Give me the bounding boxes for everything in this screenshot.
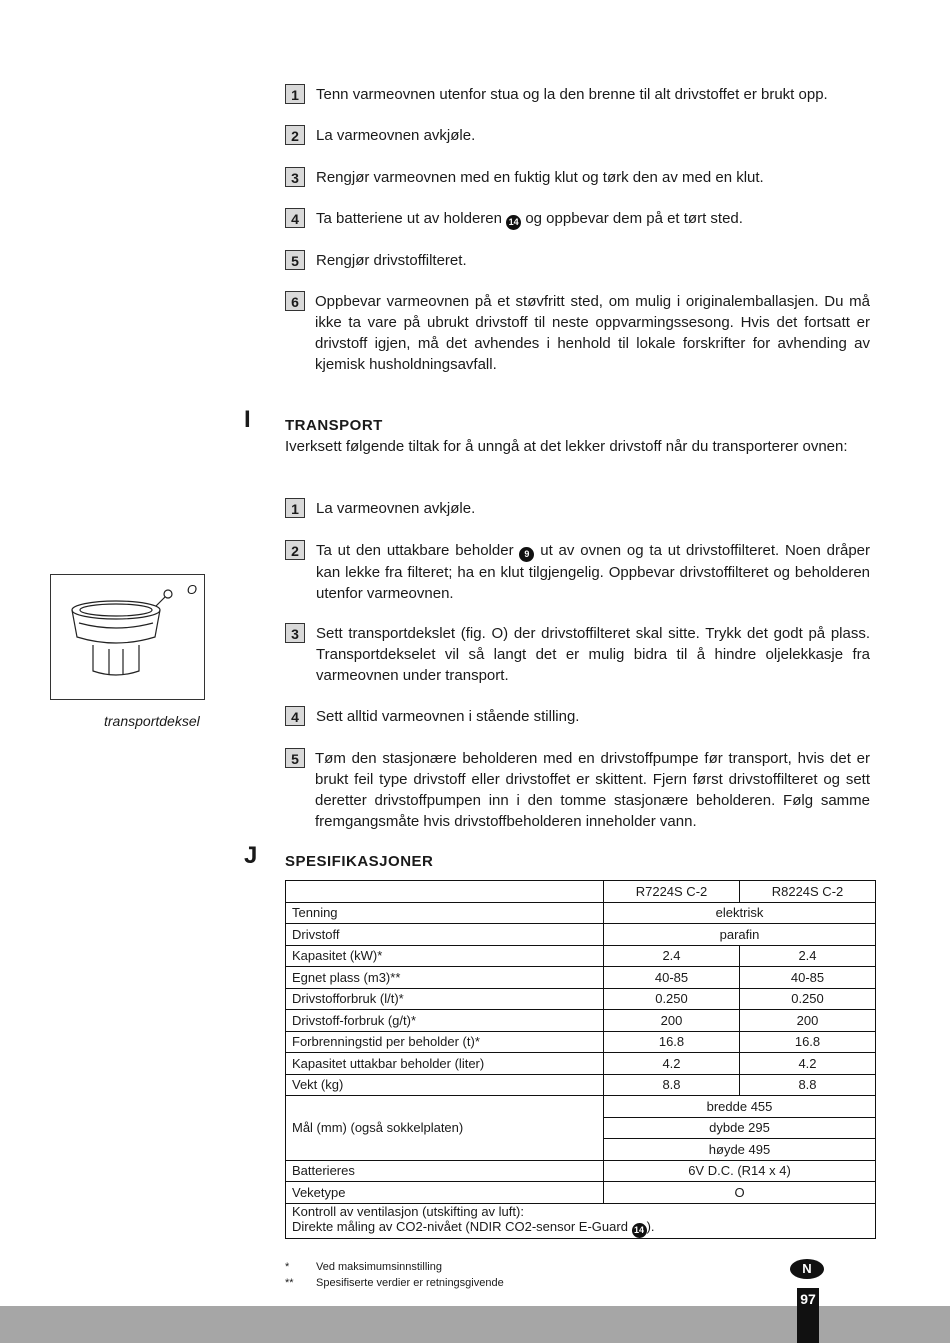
table-row [286,902,876,924]
step-number: 1 [285,84,305,104]
footnote-mark: ** [285,1277,294,1289]
row-label: Mål (mm) (også sokkelplaten) [286,1096,604,1161]
table-cell: 2.4 [604,945,740,967]
table-cell: 8.8 [604,1074,740,1096]
step-text: La varmeovnen avkjøle. [316,500,476,517]
step-5 [285,250,870,271]
table-cell: 4.2 [740,1053,876,1075]
table-cell: 0.250 [604,988,740,1010]
step-number: 5 [285,748,305,768]
table-cell: O [604,1182,876,1204]
figure-letter: O [186,582,197,597]
page-number: 97 [797,1288,819,1343]
row-label: Veketype [286,1182,604,1204]
step-number: 2 [285,540,305,560]
table-row [286,1031,876,1053]
figure-caption: transportdeksel [104,713,200,729]
step-text: Sett transportdekslet (fig. O) der drivstoffilteret skal sitte. Trykk det godt på plass. Transportdekselet vil så langt det er mulig bidra til å hindre oljelekkasje fra varmeovnen under transport. [316,625,870,684]
step-text-pre: Ta ut den uttakbare beholder [316,542,514,559]
step-number: 2 [285,125,305,145]
spec-table [285,880,876,1239]
table-row [286,945,876,967]
row-label: Drivstoff-forbruk (g/t)* [286,1010,604,1032]
kontroll-line-2-post: ). [646,1218,655,1234]
table-cell: dybde 295 [604,1117,876,1139]
step-number: 4 [285,208,305,228]
table-row [286,881,876,903]
step-text: Oppbevar varmeovnen på et støvfritt sted, om mulig i originalemballasjen. Du må ikke ta vare på ubrukt drivstoff til neste oppvarmingssesong. Hvis det fortsatt er drivstoff igjen, må det avhendes i henhold til lokale forskrifter for avhending av kjemisk husholdningsavfall. [315,293,870,373]
ref-number-icon: 14 [506,215,521,230]
step-number: 5 [285,250,305,270]
step-text: Rengjør varmeovnen med en fuktig klut og tørk den av med en klut. [316,169,764,186]
language-badge: N [790,1259,824,1279]
step-number: 1 [285,498,305,518]
ref-number-icon: 9 [519,547,534,562]
transport-step-4 [285,706,870,727]
table-row [286,988,876,1010]
step-text [285,540,870,604]
step-text: Rengjør drivstoffilteret. [316,252,467,269]
transport-step-2 [285,540,870,604]
step-text-post: ut av ovnen og ta ut drivstoffilteret. Noen dråper kan lekke fra filteret; ha en klut tilgjengelig. Oppbevar drivstoffilteret og beholderen utenfor varmeovnen. [316,542,871,602]
table-cell: 8.8 [740,1074,876,1096]
table-row [286,1160,876,1182]
table-row [286,1010,876,1032]
row-label: Kapasitet (kW)* [286,945,604,967]
step-3 [285,167,870,188]
ref-number-icon: 14 [632,1223,647,1238]
row-label: Drivstoff [286,924,604,946]
row-label: Drivstofforbruk (l/t)* [286,988,604,1010]
column-header: R8224S C-2 [740,881,876,903]
step-text: Sett alltid varmeovnen i stående stilling. [316,708,580,725]
transport-cover-icon [51,575,206,701]
step-2 [285,125,870,146]
table-cell: 200 [604,1010,740,1032]
table-cell: 0.250 [740,988,876,1010]
table-cell: 40-85 [740,967,876,989]
table-cell: 16.8 [740,1031,876,1053]
step-4 [285,208,870,230]
section-letter-i: I [244,406,251,433]
row-label: Forbrenningstid per beholder (t)* [286,1031,604,1053]
section-title-transport: TRANSPORT [285,417,383,434]
row-label: Kapasitet uttakbar beholder (liter) [286,1053,604,1075]
section-letter-j: J [244,842,258,869]
table-cell: elektrisk [604,902,876,924]
row-label: Egnet plass (m3)** [286,967,604,989]
table-row [286,924,876,946]
step-text [285,208,870,230]
table-cell [286,1203,876,1238]
table-cell: 6V D.C. (R14 x 4) [604,1160,876,1182]
column-header: R7224S C-2 [604,881,740,903]
table-cell: høyde 495 [604,1139,876,1161]
step-text: Tøm den stasjonære beholderen med en drivstoffpumpe før transport, hvis det er brukt feil type drivstoff eller drivstoffet er skittent. Fjern først drivstoffilteret og sett deretter drivstoffpumpen inn i den tomme stasjonære beholderen. Følg samme fremgangsmåte hvis drivstoffbeholderen inneholder vann. [315,750,870,830]
row-label: Tenning [286,902,604,924]
table-row [286,1074,876,1096]
table-cell [286,881,604,903]
footnote-mark: * [285,1261,290,1273]
step-text: Tenn varmeovnen utenfor stua og la den brenne til alt drivstoffet er brukt opp. [316,86,828,103]
kontroll-line-2-pre: Direkte måling av CO2-nivået (NDIR CO2-sensor E-Guard [292,1218,628,1234]
section-intro: Iverksett følgende tiltak for å unngå at det lekker drivstoff når du transporterer ovnen: [285,438,848,455]
table-cell: 200 [740,1010,876,1032]
step-1 [285,84,870,105]
transport-step-3 [285,623,870,686]
table-row [286,1053,876,1075]
table-row [286,1096,876,1118]
table-cell: parafin [604,924,876,946]
kontroll-line-1: Kontroll av ventilasjon (utskifting av luft): [292,1203,524,1219]
section-title-spesifikasjoner: SPESIFIKASJONER [285,853,434,870]
row-label: Batterieres [286,1160,604,1182]
step-text-pre: Ta batteriene ut av holderen [316,210,502,227]
footnote-text: Spesifiserte verdier er retningsgivende [316,1277,504,1289]
step-number: 3 [285,167,305,187]
table-cell: bredde 455 [604,1096,876,1118]
table-cell: 16.8 [604,1031,740,1053]
step-number: 3 [285,623,305,643]
step-number: 6 [285,291,305,311]
transport-step-5 [285,748,870,832]
table-cell: 2.4 [740,945,876,967]
table-cell: 40-85 [604,967,740,989]
table-row [286,1203,876,1238]
table-cell: 4.2 [604,1053,740,1075]
transport-step-1 [285,498,870,519]
step-6 [285,291,870,375]
figure-o [50,574,205,700]
step-text-post: og oppbevar dem på et tørt sted. [525,210,743,227]
table-row [286,1182,876,1204]
step-text: La varmeovnen avkjøle. [316,127,476,144]
table-row [286,967,876,989]
row-label: Vekt (kg) [286,1074,604,1096]
footnote-text: Ved maksimumsinnstilling [316,1261,442,1273]
step-number: 4 [285,706,305,726]
